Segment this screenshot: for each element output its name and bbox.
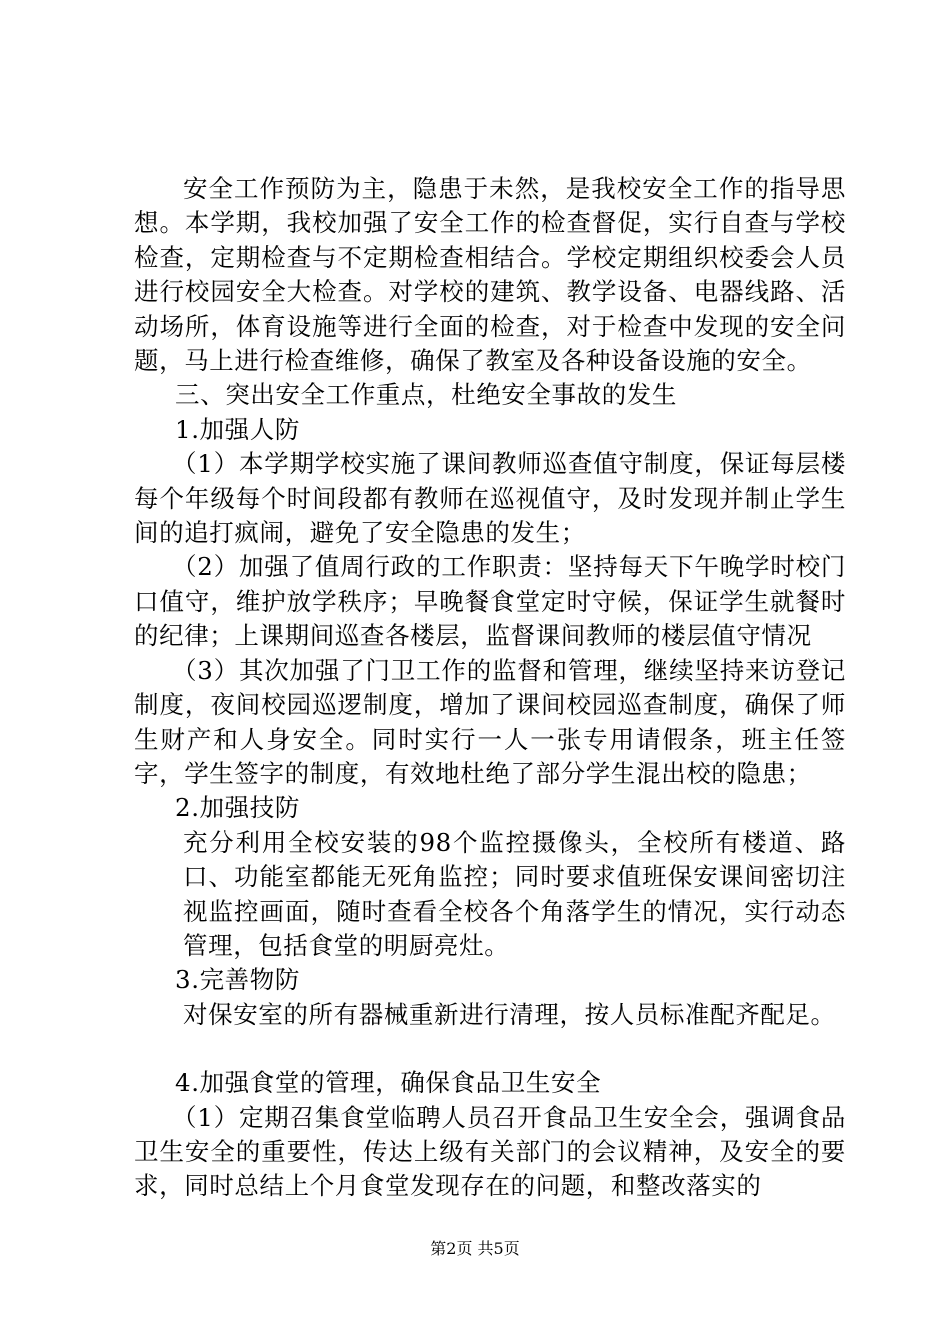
page-number-label: 第2页 共5页: [430, 1239, 520, 1258]
section-heading-3: 三、突出安全工作重点，杜绝安全事故的发生: [175, 380, 677, 410]
paragraph-item-1: （1）本学期学校实施了课间教师巡查值守制度，保证每层楼每个年级每个时间段都有教师在巡视值守，及时发现并制止学生间的追打疯闹，避免了安全隐患的发生；: [134, 449, 846, 548]
paragraph-physical-defense: 对保安室的所有器械重新进行清理，按人员标准配齐配足。: [183, 999, 836, 1029]
page-footer: [0, 1238, 950, 1260]
paragraph-item-3: （3）其次加强了门卫工作的监督和管理，继续坚持来访登记制度，夜间校园巡逻制度，增加了课间校园巡查制度，确保了师生财产和人身安全。同时实行一人一张专用请假条，班主任签字，学生签字的制度，有效地杜绝了部分学生混出校的隐患；: [134, 655, 846, 788]
paragraph-safety-prevention: 安全工作预防为主，隐患于未然，是我校安全工作的指导思想。本学期，我校加强了安全工作的检查督促，实行自查与学校检查，定期检查与不定期检查相结合。学校定期组织校委会人员进行校园安全大检查。对学校的建筑、教学设备、电器线路、活动场所，体育设施等进行全面的检查，对于检查中发现的安全问题，马上进行检查维修，确保了教室及各种设备设施的安全。: [134, 174, 846, 376]
subheading-tech-defense: 2.加强技防: [175, 793, 300, 823]
paragraph-tech-defense: [134, 826, 846, 964]
paragraph-tech-defense-text: 充分利用全校安装的98个监控摄像头，全校所有楼道、路口、功能室都能无死角监控；同时要求值班保安课间密切注视监控画面，随时查看全校各个角落学生的情况，实行动态管理，包括食堂的明厨亮灶。: [183, 827, 846, 960]
subheading-human-defense: 1.加强人防: [175, 414, 300, 444]
document-body: [134, 172, 846, 1204]
paragraph-canteen-item-1: （1）定期召集食堂临聘人员召开食品卫生安全会，强调食品卫生安全的重要性，传达上级有关部门的会议精神，及安全的要求，同时总结上个月食堂发现存在的问题，和整改落实的: [134, 1102, 846, 1201]
paragraph-item-2: （2）加强了值周行政的工作职责：坚持每天下午晚学时校门口值守，维护放学秩序；早晚餐食堂定时守候，保证学生就餐时的纪律；上课期间巡查各楼层，监督课间教师的楼层值守情况: [134, 552, 846, 651]
subheading-physical-defense: 3.完善物防: [175, 965, 300, 995]
subheading-canteen: 4.加强食堂的管理，确保食品卫生安全: [175, 1068, 602, 1098]
